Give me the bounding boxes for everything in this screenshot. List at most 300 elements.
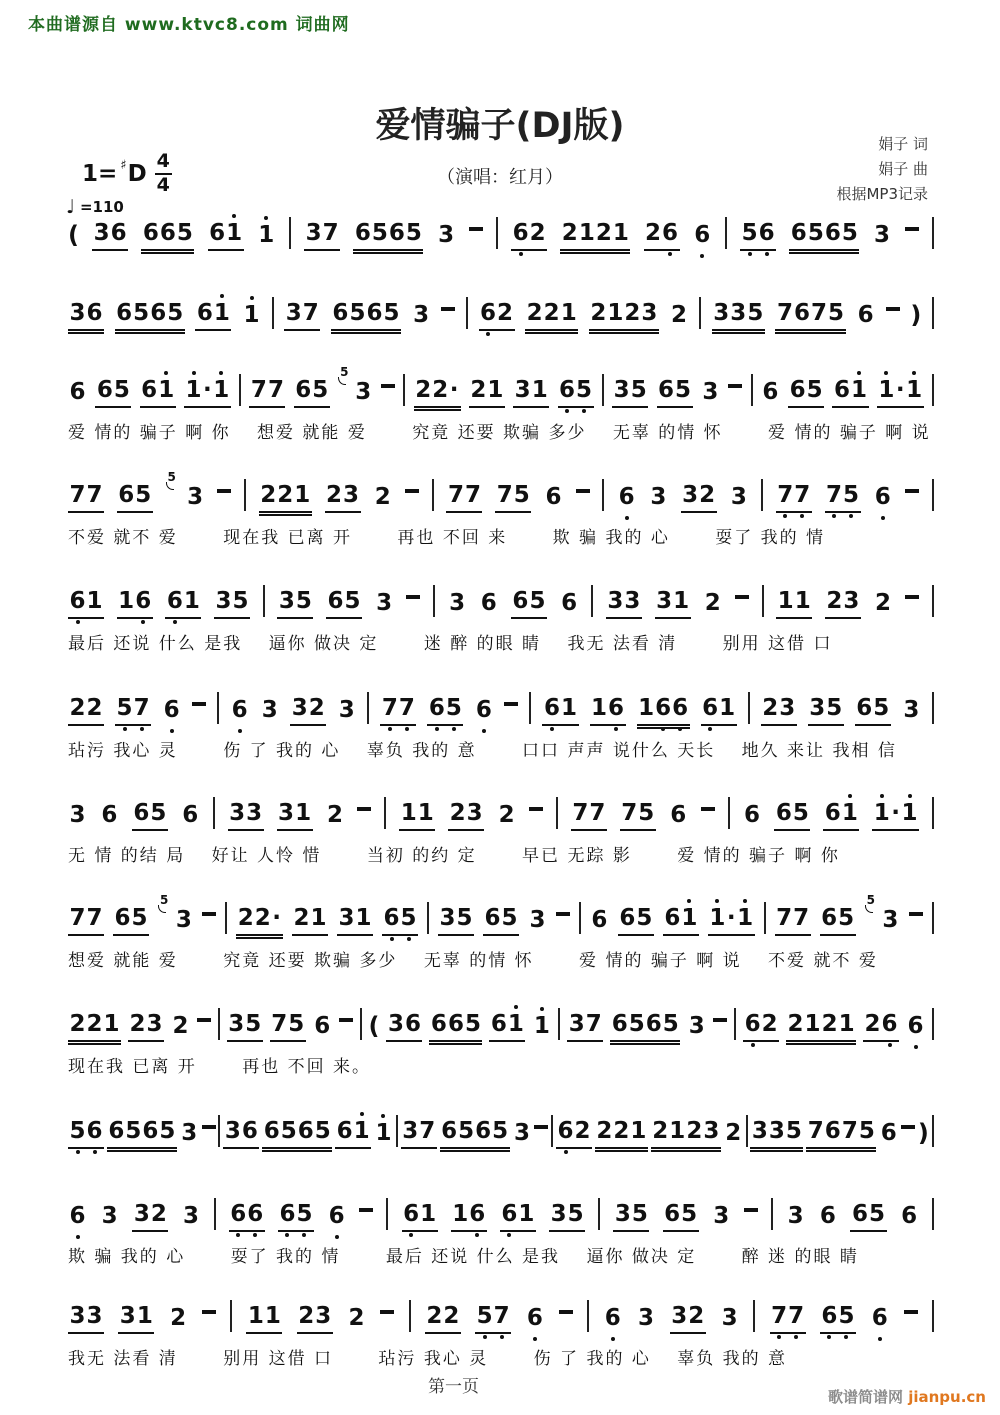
- note-digit: 3: [69, 1303, 86, 1329]
- note-digit: 7: [810, 300, 827, 326]
- note-token: [347, 1307, 366, 1334]
- note-digit: 1: [264, 1303, 281, 1329]
- note-digit: 5: [312, 377, 329, 403]
- key-signature: [82, 152, 172, 196]
- note-digit: 5: [807, 220, 824, 246]
- note-token: [873, 486, 892, 513]
- key-prefix: 1=: [82, 160, 118, 187]
- note-token: [560, 222, 630, 251]
- note-digit: 1: [709, 907, 726, 930]
- note-digit: 6: [545, 484, 562, 510]
- score-line: [68, 470, 934, 548]
- score-line: [68, 1298, 934, 1369]
- note-digit: 6: [69, 1205, 86, 1228]
- note-digit: 3: [688, 1013, 705, 1039]
- octave-dot-above: [164, 371, 168, 375]
- notation-row: [68, 1113, 934, 1149]
- note-digit: 2: [348, 1305, 365, 1331]
- note-digit: 5: [513, 482, 530, 508]
- note-digit: 3: [402, 1118, 419, 1144]
- note-token: [115, 302, 185, 331]
- note-digit: 7: [496, 482, 513, 508]
- notation-row: [68, 1006, 934, 1042]
- barline: [932, 585, 934, 617]
- note-digit: 2: [277, 482, 294, 508]
- note-digit: 6: [743, 802, 760, 828]
- note-token: [806, 1120, 876, 1149]
- note-digit: 3: [439, 905, 456, 931]
- note-digit: 1: [838, 1011, 855, 1037]
- note-digit: 1: [518, 1201, 535, 1227]
- barline: [598, 1198, 600, 1230]
- note-digit: 1: [355, 905, 372, 931]
- note-digit: 1: [353, 1120, 370, 1143]
- duration-dash: [217, 489, 231, 493]
- note-token: [603, 1307, 622, 1334]
- note-digit: 2: [298, 1303, 315, 1329]
- barline: [587, 1300, 589, 1332]
- note-token: [438, 907, 474, 936]
- note-token: [107, 1120, 177, 1149]
- note-token: [68, 804, 87, 831]
- note-digit: 1: [487, 377, 504, 403]
- note-digit: 6: [480, 590, 497, 616]
- note-token: [902, 699, 921, 726]
- note-token: [100, 804, 119, 831]
- barline: [602, 374, 604, 406]
- note-digit: 3: [787, 1203, 804, 1229]
- note-token: [327, 1205, 346, 1232]
- duration-dash: [728, 384, 742, 388]
- note-digit: 6: [851, 1201, 868, 1227]
- note-digit: 1: [400, 800, 417, 826]
- note-token: [900, 1205, 919, 1232]
- note-digit: 5: [628, 1011, 645, 1037]
- barline: [433, 585, 435, 617]
- note-digit: 5: [638, 800, 655, 826]
- note-token: [230, 699, 249, 726]
- note-digit: 6: [744, 1013, 761, 1036]
- barline: [263, 585, 265, 617]
- octave-dot-below: [914, 1045, 918, 1049]
- octave-dot-below: [76, 1235, 80, 1239]
- note-digit: 6: [857, 302, 874, 328]
- barline: [466, 297, 468, 329]
- note-token: [703, 592, 722, 619]
- duration-dash: [357, 807, 371, 811]
- note-digit: 5: [458, 1118, 475, 1144]
- note-digit: 6: [469, 1203, 486, 1226]
- note-token: [257, 224, 276, 251]
- note-digit: 3: [228, 1011, 245, 1037]
- note-digit: 3: [882, 907, 899, 933]
- note-token: [612, 379, 648, 408]
- note-digit: 3: [413, 302, 430, 328]
- note-digit: 3: [607, 588, 624, 614]
- note-token: [786, 1013, 856, 1042]
- note-token: [399, 802, 435, 831]
- barline: [384, 797, 386, 829]
- note-digit: 7: [841, 1118, 858, 1144]
- note-digit: 6: [611, 1011, 628, 1037]
- note-digit: 7: [621, 800, 638, 826]
- note-digit: 3: [721, 1305, 738, 1331]
- note-digit: 2: [237, 905, 254, 931]
- note-digit: 2: [761, 1011, 778, 1037]
- notation-row: [68, 365, 934, 408]
- note-token: [681, 484, 717, 513]
- note-token: [337, 907, 373, 936]
- note-token: [655, 590, 691, 619]
- note-token: [774, 802, 810, 831]
- grace-note: 5: [167, 470, 176, 484]
- octave-dot-below: [765, 252, 769, 256]
- lyricist-credit: 娟子 词: [878, 135, 928, 153]
- note-digit: 6: [512, 588, 529, 614]
- note-digit: 6: [501, 1203, 518, 1226]
- lyrics-row: 欺 骗 我的 心 耍了 我的 情 最后 还说 什么 是我 逼你 做决 定 醉 迷 的眼 睛: [68, 1247, 859, 1267]
- octave-dot-below: [614, 727, 618, 731]
- note-token: [68, 907, 104, 936]
- note-digit: 3: [224, 1118, 241, 1144]
- augmentation-dot: ·: [203, 377, 212, 403]
- note-token: [750, 1120, 803, 1149]
- note-token: [670, 1305, 706, 1334]
- barline: [230, 1300, 232, 1332]
- note-digit: 6: [279, 1203, 296, 1226]
- notation-row: [68, 1298, 934, 1334]
- note-token: [808, 697, 844, 726]
- note-token: [877, 379, 924, 408]
- note-digit: 5: [344, 588, 361, 614]
- note-digit: 1: [630, 1118, 647, 1144]
- duration-dash: [406, 595, 420, 599]
- note-token: [292, 907, 328, 936]
- note-digit: 2: [787, 1011, 804, 1037]
- note-digit: 5: [630, 377, 647, 403]
- duration-dash: [380, 1310, 394, 1314]
- note-digit: 3: [550, 1201, 567, 1227]
- note-digit: 2: [590, 300, 607, 326]
- barline: [602, 479, 604, 511]
- note-digit: 6: [263, 1118, 280, 1144]
- note-digit: 6: [561, 590, 578, 616]
- note-token: [227, 1013, 263, 1042]
- note-token: [132, 1203, 168, 1232]
- octave-dot-below: [564, 1150, 568, 1154]
- barline: [699, 297, 701, 329]
- note-digit: 7: [271, 1011, 288, 1037]
- note-digit: 5: [869, 1201, 886, 1227]
- note-digit: 2: [526, 300, 543, 326]
- note-digit: 2: [443, 1303, 460, 1329]
- lyrics-row: 无 情 的结 局 好让 人怜 惜 当初 的约 定 早已 无踪 影 爱 情的 骗子 啊 你: [68, 846, 840, 866]
- note-token: [489, 1013, 525, 1042]
- note-token: [353, 222, 423, 251]
- note-digit: 2: [652, 1118, 669, 1144]
- note-digit: 1: [213, 302, 230, 325]
- duration-dash: [534, 1125, 548, 1129]
- duration-dash: [381, 384, 395, 388]
- note-digit: 7: [69, 905, 86, 931]
- notation-row: [68, 690, 934, 726]
- note-digit: 5: [113, 377, 130, 403]
- octave-dot-below: [409, 1233, 413, 1237]
- duration-dash: [504, 702, 518, 706]
- note-token: [483, 907, 519, 936]
- note-digit: 7: [777, 484, 794, 507]
- song-title: 爱情骗子(DJ版): [375, 106, 625, 146]
- note-token: [571, 802, 607, 831]
- note-digit: 6: [856, 695, 873, 721]
- note-token: [229, 1203, 265, 1232]
- note-digit: 1: [183, 588, 200, 614]
- note-digit: 6: [231, 699, 248, 722]
- note-token: [313, 1015, 332, 1042]
- note-digit: 1: [777, 588, 794, 614]
- note-token: [776, 484, 812, 513]
- octave-dot-below: [751, 1043, 755, 1047]
- augmentation-dot: ·: [895, 377, 905, 403]
- barline: [409, 1300, 411, 1332]
- note-digit: 1: [612, 220, 629, 246]
- note-token: [242, 304, 261, 331]
- note-digit: 1: [560, 695, 577, 721]
- note-digit: 2: [864, 1011, 881, 1037]
- barline: [551, 1115, 553, 1147]
- note-token: [236, 907, 283, 936]
- score-line: [68, 1113, 934, 1149]
- note-digit: 3: [146, 1011, 163, 1037]
- octave-dot-above: [880, 794, 884, 798]
- duration-dash: [744, 1208, 758, 1212]
- barline: [403, 374, 405, 406]
- note-digit: 6: [670, 802, 687, 828]
- note-digit: 2: [875, 590, 892, 616]
- note-digit: 3: [903, 697, 920, 723]
- octave-dot-below: [849, 514, 853, 518]
- duration-dash: [192, 702, 206, 706]
- note-digit: 6: [327, 588, 344, 614]
- note-digit: 1: [901, 802, 918, 825]
- note-token: [140, 379, 176, 408]
- note-digit: 1: [417, 800, 434, 826]
- note-digit: 2: [172, 1013, 189, 1039]
- note-token: [560, 592, 579, 619]
- note-token: [68, 1305, 104, 1334]
- phrase-paren: (: [368, 1012, 380, 1040]
- note-digit: 3: [768, 1118, 785, 1144]
- note-token: [260, 699, 279, 726]
- note-token: [141, 222, 194, 251]
- octave-dot-above: [687, 899, 691, 903]
- barline: [529, 692, 531, 724]
- note-digit: 3: [376, 590, 393, 616]
- note-digit: 5: [295, 588, 312, 614]
- lyrics-row: 爱 情的 骗子 啊 你 想爱 就能 爱 究竟 还要 欺骗 多少 无辜 的情 怀 爱 情的 骗子 啊 说: [68, 423, 931, 443]
- note-digit: 6: [702, 697, 719, 720]
- note-digit: 3: [568, 1011, 585, 1037]
- note-digit: 5: [636, 905, 653, 931]
- barline: [218, 1115, 220, 1147]
- note-digit: 2: [826, 588, 843, 614]
- note-token: [375, 592, 394, 619]
- note-token: [475, 1305, 511, 1334]
- note-token: [712, 1205, 731, 1232]
- note-digit: 6: [403, 1203, 420, 1226]
- note-digit: 6: [901, 1203, 918, 1229]
- lyrics-row: 现在我 已离 开 再也 不回 来。: [68, 1057, 372, 1077]
- octave-dot-above: [848, 794, 852, 798]
- note-digit: 3: [513, 1120, 530, 1146]
- note-token: [278, 1203, 314, 1232]
- note-digit: 3: [69, 300, 86, 326]
- composer-credit: 娟子 曲: [878, 160, 928, 178]
- duration-dash: [576, 489, 590, 493]
- note-token: [856, 304, 875, 331]
- note-digit: 3: [713, 1203, 730, 1229]
- note-digit: 2: [432, 377, 449, 403]
- quarter-note-icon: ♩: [66, 196, 75, 218]
- note-digit: 2: [645, 220, 662, 246]
- octave-dot-above: [232, 214, 236, 218]
- note-token: [825, 590, 861, 619]
- octave-dot-below: [93, 1150, 97, 1154]
- note-digit: 3: [93, 220, 110, 246]
- note-token: [874, 592, 893, 619]
- note-digit: 6: [824, 220, 841, 246]
- note-token: [118, 1305, 154, 1334]
- note-digit: 6: [694, 224, 711, 247]
- note-token: [451, 1203, 487, 1232]
- note-token: [558, 379, 594, 408]
- note-digit: 2: [561, 220, 578, 246]
- octave-dot-below: [668, 252, 672, 256]
- note-digit: 6: [86, 1120, 103, 1143]
- note-digit: 1: [247, 1303, 264, 1329]
- note-digit: 6: [907, 1015, 924, 1038]
- note-digit: 3: [133, 1201, 150, 1227]
- octave-dot-below: [783, 514, 787, 518]
- note-digit: 6: [871, 1307, 888, 1330]
- note-digit: 1: [294, 482, 311, 508]
- note-token: [740, 222, 776, 251]
- note-token: [610, 1013, 680, 1042]
- note-digit: 6: [526, 1307, 543, 1330]
- octave-dot-below: [708, 727, 712, 731]
- note-digit: 5: [838, 1305, 855, 1328]
- note-digit: 3: [291, 695, 308, 721]
- note-token: [906, 1015, 925, 1042]
- note-digit: 5: [501, 905, 518, 931]
- note-token: [448, 592, 467, 619]
- barline: [289, 217, 291, 249]
- octave-dot-above: [743, 899, 747, 903]
- note-token: [590, 697, 626, 726]
- score-line: [68, 893, 934, 971]
- note-token: [437, 224, 456, 251]
- note-digit: 2: [254, 905, 271, 931]
- note-token: [528, 909, 547, 936]
- barline: [244, 479, 246, 511]
- notation-row: [68, 893, 934, 936]
- sharp-icon: ♯: [120, 158, 127, 174]
- barline: [496, 217, 498, 249]
- note-token: [184, 379, 231, 408]
- duration-dash: [405, 489, 419, 493]
- note-token: [497, 804, 516, 831]
- octave-dot-below: [582, 409, 586, 413]
- note-digit: 3: [187, 484, 204, 510]
- meter-denominator: 4: [156, 173, 170, 196]
- note-digit: 3: [343, 482, 360, 508]
- note-token: [708, 907, 755, 936]
- note-digit: 1: [669, 1118, 686, 1144]
- note-digit: 1: [531, 377, 548, 403]
- note-digit: 1: [310, 905, 327, 931]
- octave-dot-below: [141, 620, 145, 624]
- note-digit: 5: [747, 300, 764, 326]
- note-digit: 1: [243, 304, 260, 327]
- notation-row: [68, 470, 934, 513]
- note-digit: 6: [591, 907, 608, 933]
- note-digit: 6: [69, 379, 86, 405]
- note-digit: 3: [529, 907, 546, 933]
- note-token: [701, 697, 737, 726]
- note-token: [775, 302, 845, 331]
- note-digit: 1: [295, 800, 312, 826]
- octave-dot-below: [76, 1150, 80, 1154]
- note-digit: 2: [595, 220, 612, 246]
- note-token: [870, 1307, 889, 1334]
- octave-dot-below: [533, 1337, 537, 1341]
- notation-row: [68, 583, 934, 619]
- phrase-paren: (: [68, 221, 79, 249]
- note-digit: 3: [229, 800, 246, 826]
- note-token: [181, 1205, 200, 1232]
- note-digit: 7: [447, 482, 464, 508]
- note-digit: 7: [589, 800, 606, 826]
- octave-dot-below: [777, 1335, 781, 1339]
- barline: [932, 1008, 934, 1040]
- note-digit: 7: [250, 377, 267, 403]
- octave-dot-below: [482, 729, 486, 733]
- lyrics-row: 不爱 就不 爱 现在我 已离 开 再也 不回 来 欺 骗 我的 心 耍了 我的 情: [68, 528, 826, 548]
- note-digit: 6: [118, 482, 135, 508]
- note-digit: 2: [497, 300, 514, 326]
- duration-dash: [735, 595, 749, 599]
- note-digit: 1: [136, 1303, 153, 1329]
- note-digit: 6: [790, 220, 807, 246]
- score-line: [68, 583, 934, 654]
- note-digit: 2: [624, 300, 641, 326]
- note-digit: 1: [507, 1013, 524, 1036]
- note-token: [511, 590, 547, 619]
- source-note: 根据MP3记录: [836, 185, 928, 203]
- note-digit: 3: [338, 697, 355, 723]
- duration-dash: [904, 1310, 918, 1314]
- note-digit: 2: [725, 1120, 742, 1146]
- note-token: [68, 1120, 104, 1149]
- note-token: [620, 802, 656, 831]
- note-digit: 6: [475, 699, 492, 722]
- note-digit: 2: [86, 695, 103, 721]
- augmentation-dot: ·: [449, 377, 459, 403]
- note-digit: 2: [596, 1118, 613, 1144]
- note-digit: 6: [793, 300, 810, 326]
- note-token: [606, 590, 642, 619]
- note-digit: 6: [133, 800, 150, 826]
